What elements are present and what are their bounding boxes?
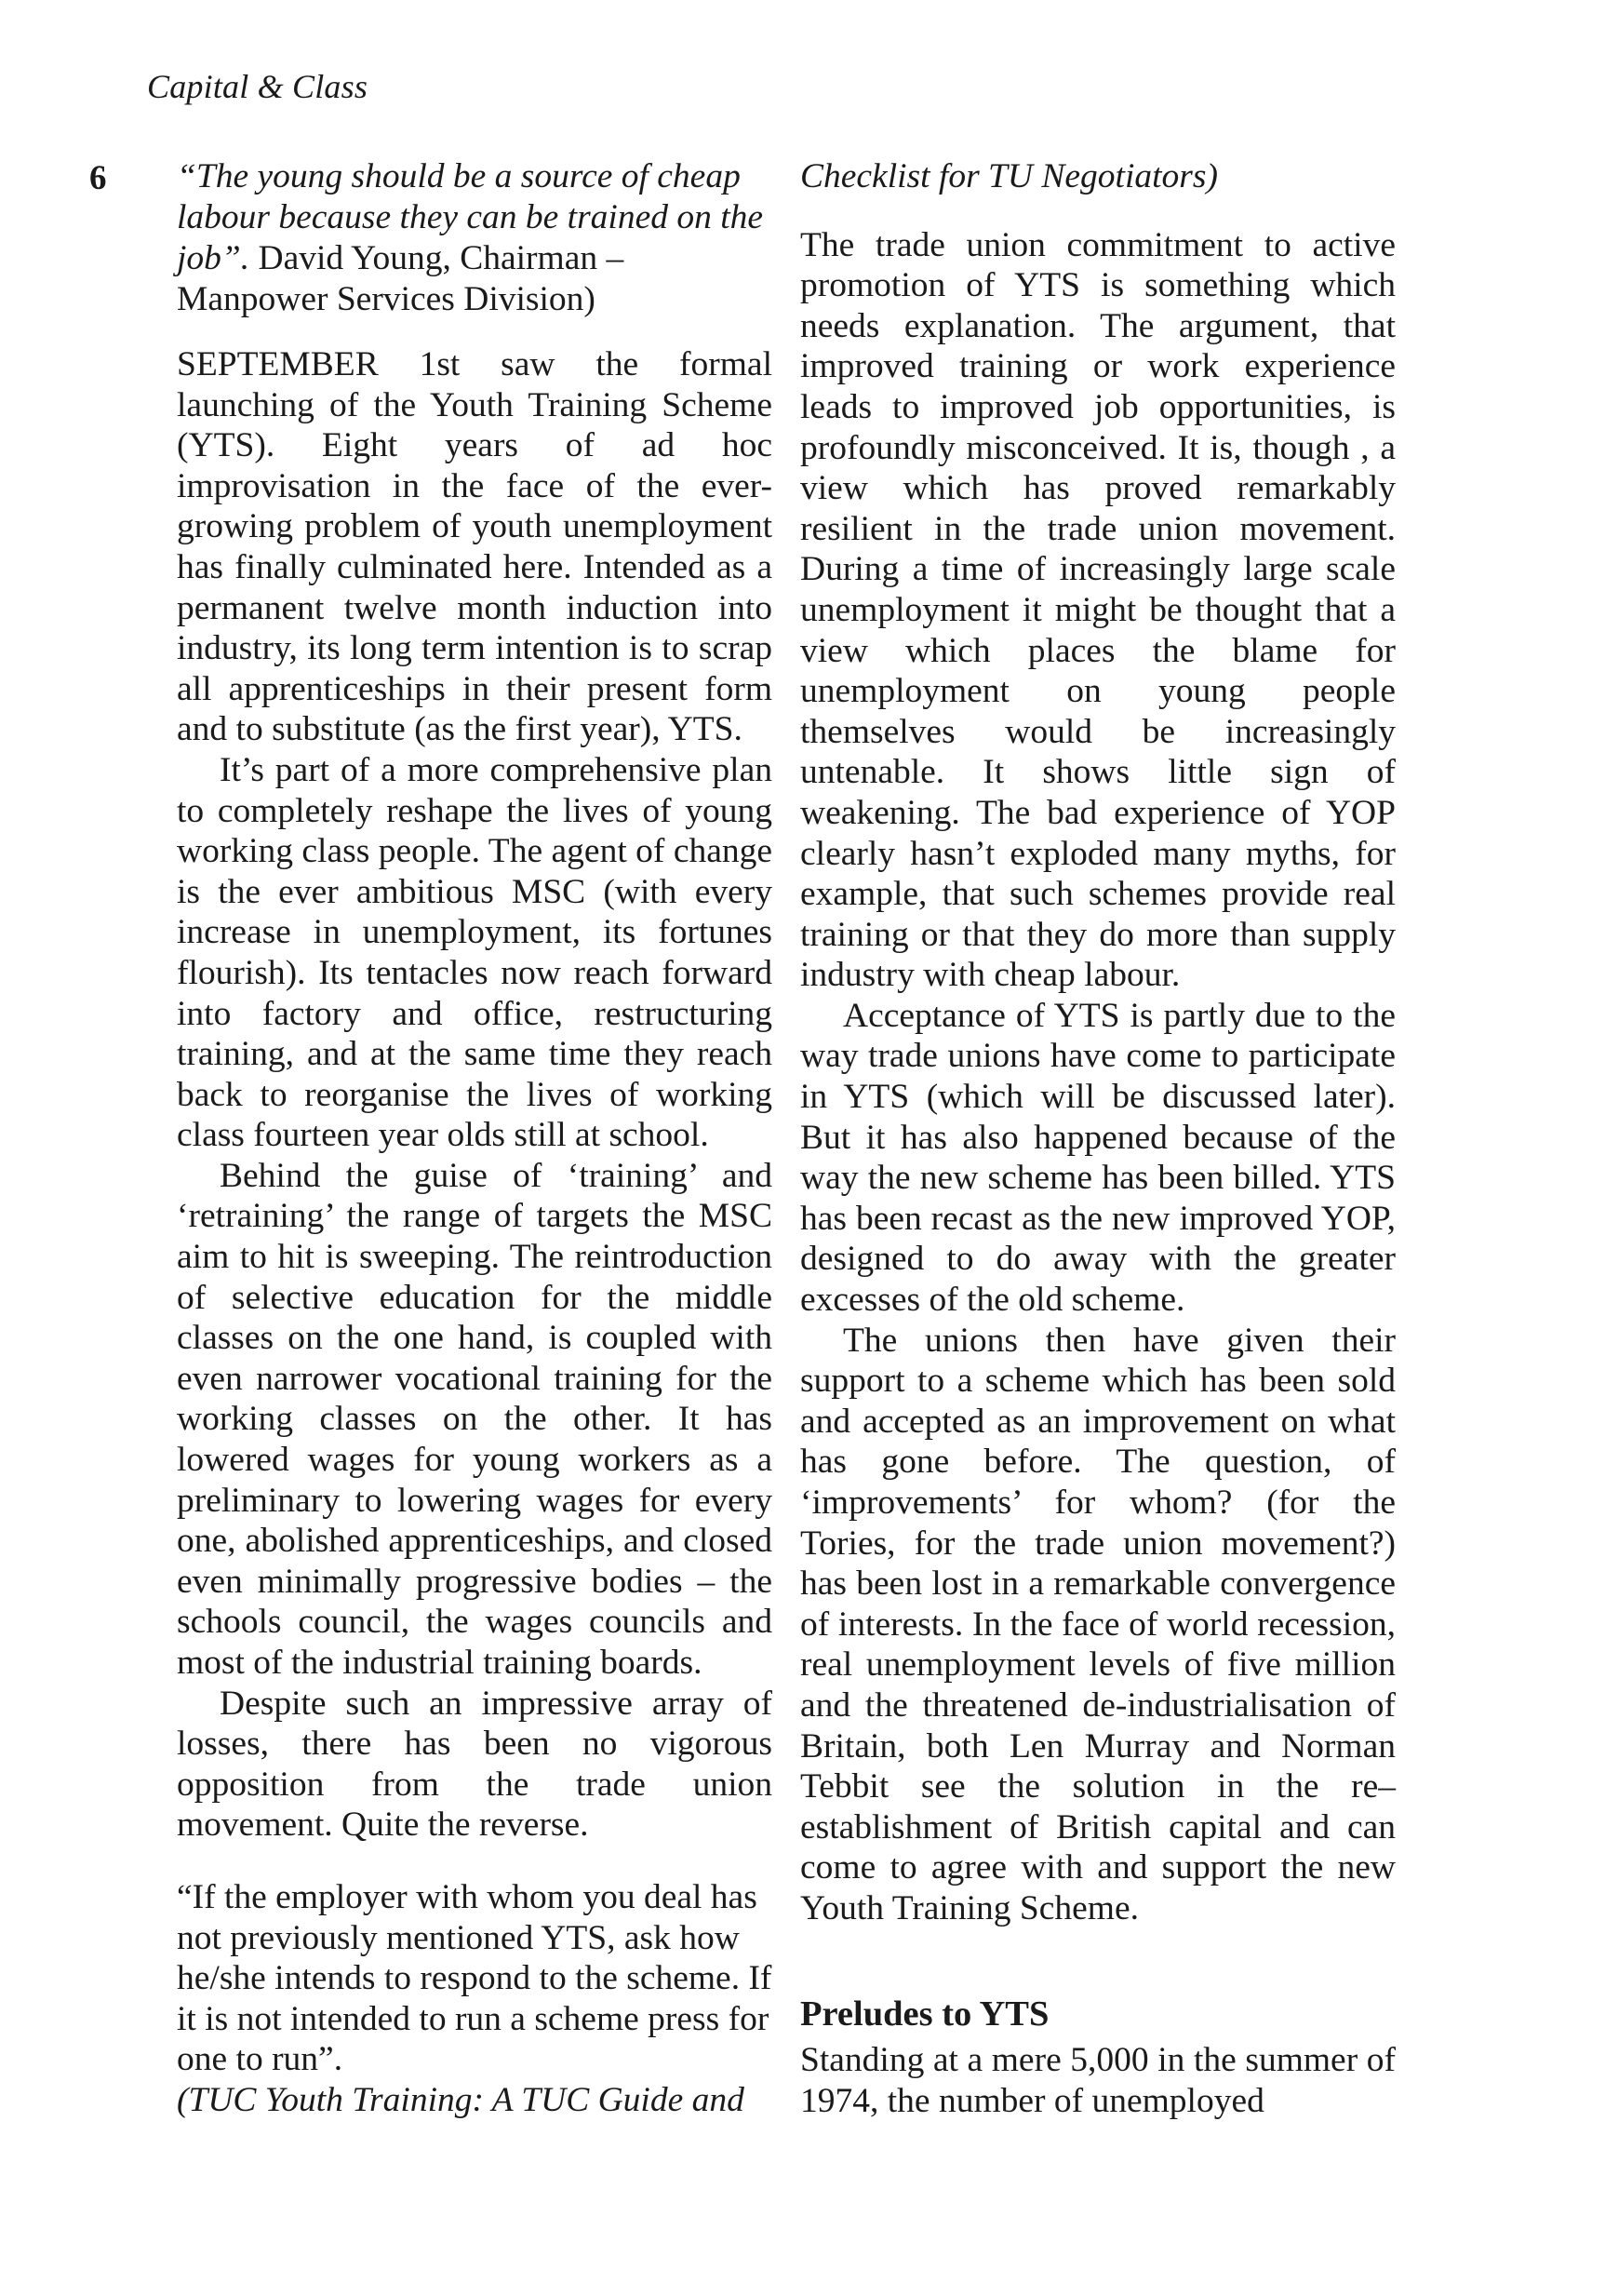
section-heading: Preludes to YTS — [800, 1994, 1050, 2034]
epigraph — [177, 156, 772, 320]
body-paragraph: It’s part of a more comprehensive plan to completely reshape the lives of young working class people. The agent of change is the ever ambitious MSC (with every increase in unemployment, its fortunes flourish). Its tentacles now reach forward into factory and office, restructuring training, and at the same time they reach back to reorganise the lives of working class fourteen year olds still at school. — [177, 750, 772, 1155]
body-paragraph: SEPTEMBER 1st saw the formal launching of the Youth Training Scheme (YTS). Eight years of ad hoc improvisation in the face of the ever-growing problem of youth unemployment has finally culminated here. Intended as a permanent twelve month induction into industry, its long term intention is to scrap all apprenticeships in their present form and to substitute (as the first year), YTS. — [177, 345, 772, 749]
quote-source-continued: Checklist for TU Negotiators) — [800, 157, 1218, 195]
right-column — [800, 156, 1396, 2121]
body-paragraph: Behind the guise of ‘training’ and ‘retraining’ the range of targets the MSC aim to hit is sweeping. The reintroduction of selective education for the middle classes on the one hand, is coupled with even narrower vocational training for the working classes on the other. It has lowered wages for young workers as a preliminary to lowering wages for every one, abolished apprenticeships, and closed even minimally progressive bodies – the schools council, the wages councils and most of the industrial training boards. — [177, 1156, 772, 1682]
epigraph-attribution: David Young, Chairman – Manpower Services Division) — [177, 239, 624, 318]
body-paragraph: The unions then have given their support to a scheme which has been sold and accepted as an improvement on what has gone before. The question, of ‘improvements’ for whom? (for the Tories, for the trade union movement?) has been lost in a remarkable convergence of interests. In the face of world recession, real unemployment levels of five million and the threatened de-industrialisation of Britain, both Len Murray and Norman Tebbit see the solution in the re–establishment of British capital and can come to agree with and support the new Youth Training Scheme. — [800, 1321, 1396, 1927]
body-paragraph: Acceptance of YTS is partly due to the way trade unions have come to participate in YTS (which will be discussed later). But it has also happened because of the way the new scheme has been billed. YTS has been recast as the new improved YOP, designed to do away with the greater excesses of the old scheme. — [800, 996, 1396, 1320]
running-head: Capital & Class — [147, 68, 368, 105]
body-paragraph: Despite such an impressive array of losses, there has been no vigorous opposition from the trade union movement. Quite the reverse. — [177, 1684, 772, 1845]
body-paragraph: The trade union commitment to active promotion of YTS is something which needs explanation. The argument, that improved training or work experience leads to improved job opportunities, is profoundly misconceived. It is, though , a view which has proved remarkably resilient in the trade union movement. During a time of increasingly large scale unemployment it might be thought that a view which places the blame for unemployment on young people themselves would be increasingly untenable. It shows little sign of weakening. The bad experience of YOP clearly hasn’t exploded many myths, for example, that such schemes provide real training or that they do more than supply industry with cheap labour. — [800, 225, 1396, 995]
page-number: 6 — [89, 159, 107, 197]
block-quote: “If the employer with whom you deal has not previously mentioned YTS, ask how he/she intends to respond to the scheme. If it is not intended to run a scheme press for one to run”. — [177, 1877, 772, 2079]
left-column — [177, 156, 772, 2121]
epigraph-quote: “The young should be a source of cheap labour because they can be trained on the job”. — [177, 157, 764, 277]
quote-source: (TUC Youth Training: A TUC Guide and — [177, 2080, 744, 2119]
body-paragraph: Standing at a mere 5,000 in the summer of 1974, the number of unemployed — [800, 2041, 1396, 2120]
